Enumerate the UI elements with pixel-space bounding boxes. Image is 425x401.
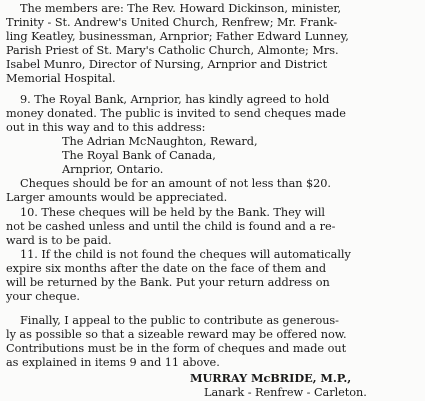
text-line: will be returned by the Bank. Put your return address on bbox=[6, 276, 330, 289]
text-line: ling Keatley, businessman, Arnprior; Father Edward Lunney, bbox=[6, 30, 349, 43]
text-line: your cheque. bbox=[6, 290, 80, 303]
text-line: Trinity - St. Andrew's United Church, Renfrew; Mr. Frank- bbox=[6, 16, 338, 29]
text-line: Cheques should be for an amount of not less than $20. bbox=[20, 177, 331, 190]
address-line: The Adrian McNaughton, Reward, bbox=[62, 135, 258, 148]
text-line: out in this way and to this address: bbox=[6, 121, 206, 134]
address-line: Arnprior, Ontario. bbox=[62, 163, 164, 176]
text-line: ward is to be paid. bbox=[6, 234, 112, 247]
text-line: Larger amounts would be appreciated. bbox=[6, 191, 228, 204]
text-line: 9. The Royal Bank, Arnprior, has kindly agreed to hold bbox=[20, 93, 330, 106]
address-line: The Royal Bank of Canada, bbox=[62, 149, 216, 162]
text-line: as explained in items 9 and 11 above. bbox=[6, 356, 220, 369]
text-line: not be cashed unless and until the child is found and a re- bbox=[6, 220, 336, 233]
text-line: expire six months after the date on the face of them and bbox=[6, 262, 327, 275]
text-line: The members are: The Rev. Howard Dickinson, minister, bbox=[20, 2, 342, 15]
signature-name: MURRAY McBRIDE, M.P., bbox=[190, 371, 352, 385]
text-line: Isabel Munro, Director of Nursing, Arnprior and District bbox=[6, 58, 328, 71]
text-line: Parish Priest of St. Mary's Catholic Church, Almonte; Mrs. bbox=[6, 44, 339, 57]
text-line: 10. These cheques will be held by the Bank. They will bbox=[20, 206, 325, 219]
text-line: ly as possible so that a sizeable reward may be offered now. bbox=[6, 328, 347, 341]
text-line: 11. If the child is not found the cheques will automatically bbox=[20, 248, 351, 261]
text-line: Contributions must be in the form of cheques and made out bbox=[6, 342, 347, 355]
text-line: Finally, I appeal to the public to contribute as generous- bbox=[20, 314, 339, 327]
text-line: money donated. The public is invited to send cheques made bbox=[6, 107, 346, 120]
signature-riding: Lanark - Renfrew - Carleton. bbox=[204, 386, 367, 399]
text-line: Memorial Hospital. bbox=[6, 72, 116, 85]
